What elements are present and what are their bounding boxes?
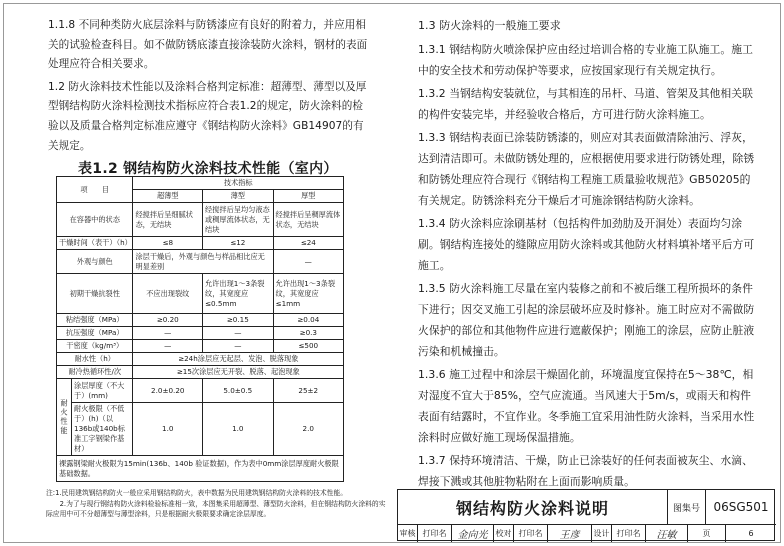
- table-row: 粘结强度（MPa） ≥0.20 ≥0.15 ≥0.04: [57, 314, 344, 327]
- clause-1-2: 1.2 防火涂料技术性能以及涂料合格判定标准：超薄型、薄型以及厚型钢结构防火涂料检测技术指标应符合表1.2的规定，防火涂料的检验以及质量合格判定标准应遵守《钢结构防火涂料》GB14907的有关规定。: [48, 80, 367, 152]
- left-column: [48, 16, 373, 159]
- fire-resistance-label: 耐火性能: [57, 379, 72, 456]
- atlas-label: 图集号: [668, 490, 706, 525]
- table-footnote-row: 裸露钢梁耐火极限为15min(136b、140b 验证数据)，作为表中0mm涂层厚度耐火极限基础数据。: [57, 456, 344, 482]
- atlas-number: 06SG501: [706, 490, 776, 525]
- table-row: 干密度（kg/m³） — — ≤500: [57, 340, 344, 353]
- drawing-title: 钢结构防火涂料说明: [398, 490, 668, 525]
- table-row: 抗压强度（MPa） — — ≥0.3: [57, 327, 344, 340]
- type-ultra-thin: 超薄型: [133, 190, 203, 203]
- reviewer-signature: 金向光: [452, 525, 494, 542]
- review-label: 审核: [398, 525, 418, 542]
- table-row: 耐冷热循环性/次 ≥15次涂层应无开裂、脱落、起泡现象: [57, 366, 344, 379]
- header-item: 项 目: [57, 177, 133, 203]
- checker-signature: 王彦: [548, 525, 592, 542]
- table-row: 在容器中的状态 经搅拌后呈细腻状态，无结块 经搅拌后呈均匀液态或稠厚流体状态，无结块 经搅拌后呈稠厚流体状态，无结块: [57, 203, 344, 237]
- type-thin: 薄型: [203, 190, 274, 203]
- clause-1-1-8: 1.1.8 不同种类防火底层涂料与防锈漆应有良好的附着力，并应用相关的试验检查科目。如不做防锈底漆直接涂装防火涂料，钢材的表面处理应符合相关要求。: [48, 19, 368, 71]
- spec-table: [56, 176, 344, 482]
- section-heading: 1.3 防火涂料的一般施工要求: [418, 19, 561, 32]
- table-row: 初期干燥抗裂性 不应出现裂纹 允许出现1～3条裂纹，其宽度应≤0.5mm 允许出现1～3条裂纹，其宽度应≤1mm: [57, 274, 344, 314]
- note-1: 注:1.民用建筑钢结构防火一般应采用钢结构防火，表中数据为民用建筑钢结构防火涂料的技术性能。: [46, 489, 348, 497]
- clause-1-3-7: 1.3.7 保持环境清洁、干燥，防止已涂装好的任何表面被灰尘、水滴、焊接下溅或其他脏物粘附在上面而影响质量。: [418, 454, 753, 488]
- type-thick: 厚型: [273, 190, 343, 203]
- designer-signature: 汪敏: [646, 525, 688, 542]
- notes: [46, 488, 386, 520]
- right-column: [418, 16, 758, 494]
- header-index: 技术指标: [133, 177, 344, 190]
- clause-1-3-3: 1.3.3 钢结构表面已涂装防锈漆的，则应对其表面做清除油污、浮灰，达到清洁即可。未做防锈处理的，应根据使用要求进行防锈处理，除锈和防锈处理应符合现行《钢结构工程施工质量验收规范》GB50205的有关规定。防锈涂料充分干燥后才可施涂钢结构防火涂料。: [418, 131, 755, 207]
- title-block: [397, 489, 775, 541]
- clause-1-3-5: 1.3.5 防火涂料施工尽量在室内装修之前和不被后继工程所损坏的条件下进行；因交叉施工引起的涂层破坏应及时修补。施工时应对不需做防火保护的部位和其他物件应进行遮蔽保护；刚施工的涂层，应防止脏液污染和机械撞击。: [418, 282, 755, 358]
- signature-row: [398, 525, 776, 542]
- table-row: 外观与颜色 涂层干燥后，外观与颜色与样品相比应无明显差别 —: [57, 250, 344, 274]
- reviewer-name: 打印名: [418, 525, 452, 542]
- table-row: 耐火极限（不低于）(h)（以136b或140b标准工字钢梁作基材） 1.0 1.0 2.0: [57, 403, 344, 456]
- clause-1-3-4: 1.3.4 防火涂料应涂刷基材（包括构件加劲肋及开洞处）表面均匀涂刷。钢结构连接处的缝隙应用防火涂料或其他防火材料填补堵平后方可施工。: [418, 217, 755, 272]
- page-number: 6: [748, 529, 754, 538]
- clause-1-3-6: 1.3.6 施工过程中和涂层干燥固化前，环境温度宜保持在5～38℃，相对湿度不宜大于85%，空气应流通。当风速大于5m/s，或雨天和构件表面有结露时，不宜作业。冬季施工宜采用油性防火涂料，当采用水性涂料时应做好施工现场保温措施。: [418, 368, 755, 444]
- clause-1-3-1: 1.3.1 钢结构防火喷涂保护应由经过培训合格的专业施工队施工。施工中的安全技术和劳动保护等要求，应按国家现行有关规定执行。: [418, 43, 753, 77]
- page-label: 页: [688, 525, 726, 542]
- table-row: 耐火性能 涂层厚度（不大于）(mm) 2.0±0.20 5.0±0.5 25±2: [57, 379, 344, 403]
- note-2: 2.为了与现行钢结构防火涂料检验标准相一致，本图集采用超薄型、薄型防火涂料，但在钢结构防火涂料的实际应用中可不分超薄型与薄型涂料，只是根据耐火极限要求确定涂层厚度。: [46, 499, 386, 518]
- table-row: 耐水性（h） ≥24h涂层应无起层、发泡、脱落现象: [57, 353, 344, 366]
- design-label: 设计: [592, 525, 612, 542]
- table-header-row: [57, 177, 344, 190]
- designer-name: 打印名: [612, 525, 646, 542]
- check-label: 校对: [494, 525, 514, 542]
- checker-name: 打印名: [514, 525, 548, 542]
- clause-1-3-2: 1.3.2 当钢结构安装就位，与其相连的吊杆、马道、管架及其他相关联的构件安装完毕，并经验收合格后，方可进行防火涂料施工。: [418, 87, 753, 121]
- table-title: 表1.2 钢结构防火涂料技术性能（室内）: [78, 161, 338, 177]
- table-row: 干燥时间（表干）（h） ≤8 ≤12 ≤24: [57, 237, 344, 250]
